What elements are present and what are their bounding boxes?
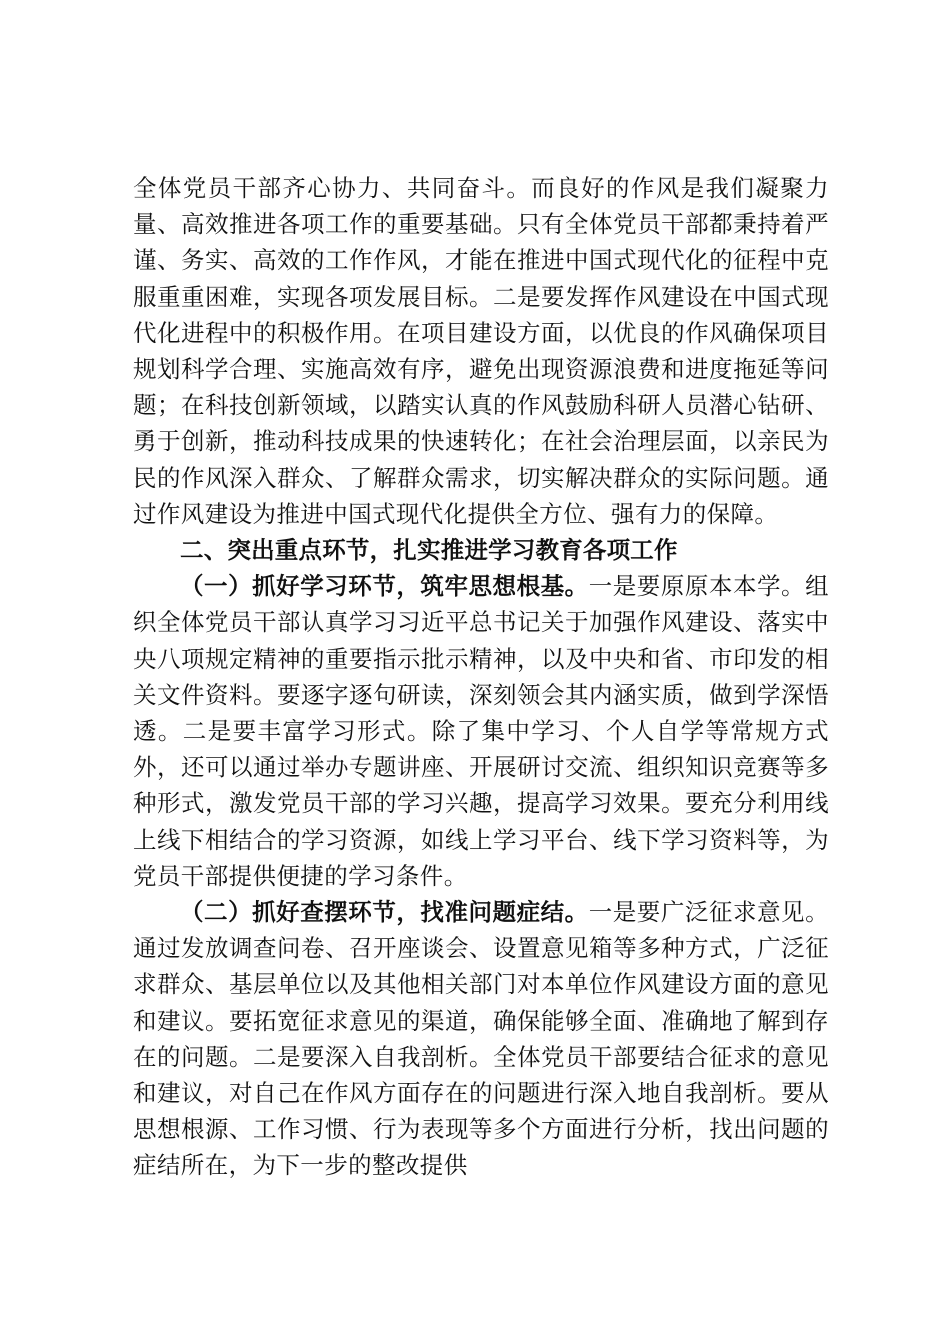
paragraph-continuation: 全体党员干部齐心协力、共同奋斗。而良好的作风是我们凝聚力量、高效推进各项工作的重要基础。只有全体党员干部都秉持着严谨、务实、高效的工作作风，才能在推进中国式现代化的征程中克服重重困难，实现各项发展目标。二是要发挥作风建设在中国式现代化进程中的积极作用。在项目建设方面，以优良的作风确保项目规划科学合理、实施高效有序，避免出现资源浪费和进度拖延等问题；在科技创新领域，以踏实认真的作风鼓励科研人员潜心钻研、勇于创新，推动科技成果的快速转化；在社会治理层面，以亲民为民的作风深入群众、了解群众需求，切实解决群众的实际问题。通过作风建设为推进中国式现代化提供全方位、强有力的保障。	[133, 174, 829, 528]
subsection-2	[133, 894, 829, 1184]
subsection-1-lead: （一）抓好学习环节，筑牢思想根基。	[180, 572, 589, 601]
subsection-1	[133, 568, 829, 894]
document-page	[133, 170, 829, 1184]
subsection-2-lead: （二）抓好查摆环节，找准问题症结。	[180, 898, 589, 927]
section-heading-2: 二、突出重点环节，扎实推进学习教育各项工作	[180, 536, 678, 565]
subsection-1-body: 一是要原原本本学。组织全体党员干部认真学习习近平总书记关于加强作风建设、落实中央八项规定精神的重要指示批示精神，以及中央和省、市印发的相关文件资料。要逐字逐句研读，深刻领会其内涵实质，做到学深悟透。二是要丰富学习形式。除了集中学习、个人自学等常规方式外，还可以通过举办专题讲座、开展研讨交流、组织知识竞赛等多种形式，激发党员干部的学习兴趣，提高学习效果。要充分利用线上线下相结合的学习资源，如线上学习平台、线下学习资料等，为党员干部提供便捷的学习条件。	[133, 572, 829, 890]
subsection-2-body: 一是要广泛征求意见。通过发放调查问卷、召开座谈会、设置意见箱等多种方式，广泛征求群众、基层单位以及其他相关部门对本单位作风建设方面的意见和建议。要拓宽征求意见的渠道，确保能够全面、准确地了解到存在的问题。二是要深入自我剖析。全体党员干部要结合征求的意见和建议，对自己在作风方面存在的问题进行深入地自我剖析。要从思想根源、工作习惯、行为表现等多个方面进行分析，找出问题的症结所在，为下一步的整改提供	[133, 898, 829, 1180]
